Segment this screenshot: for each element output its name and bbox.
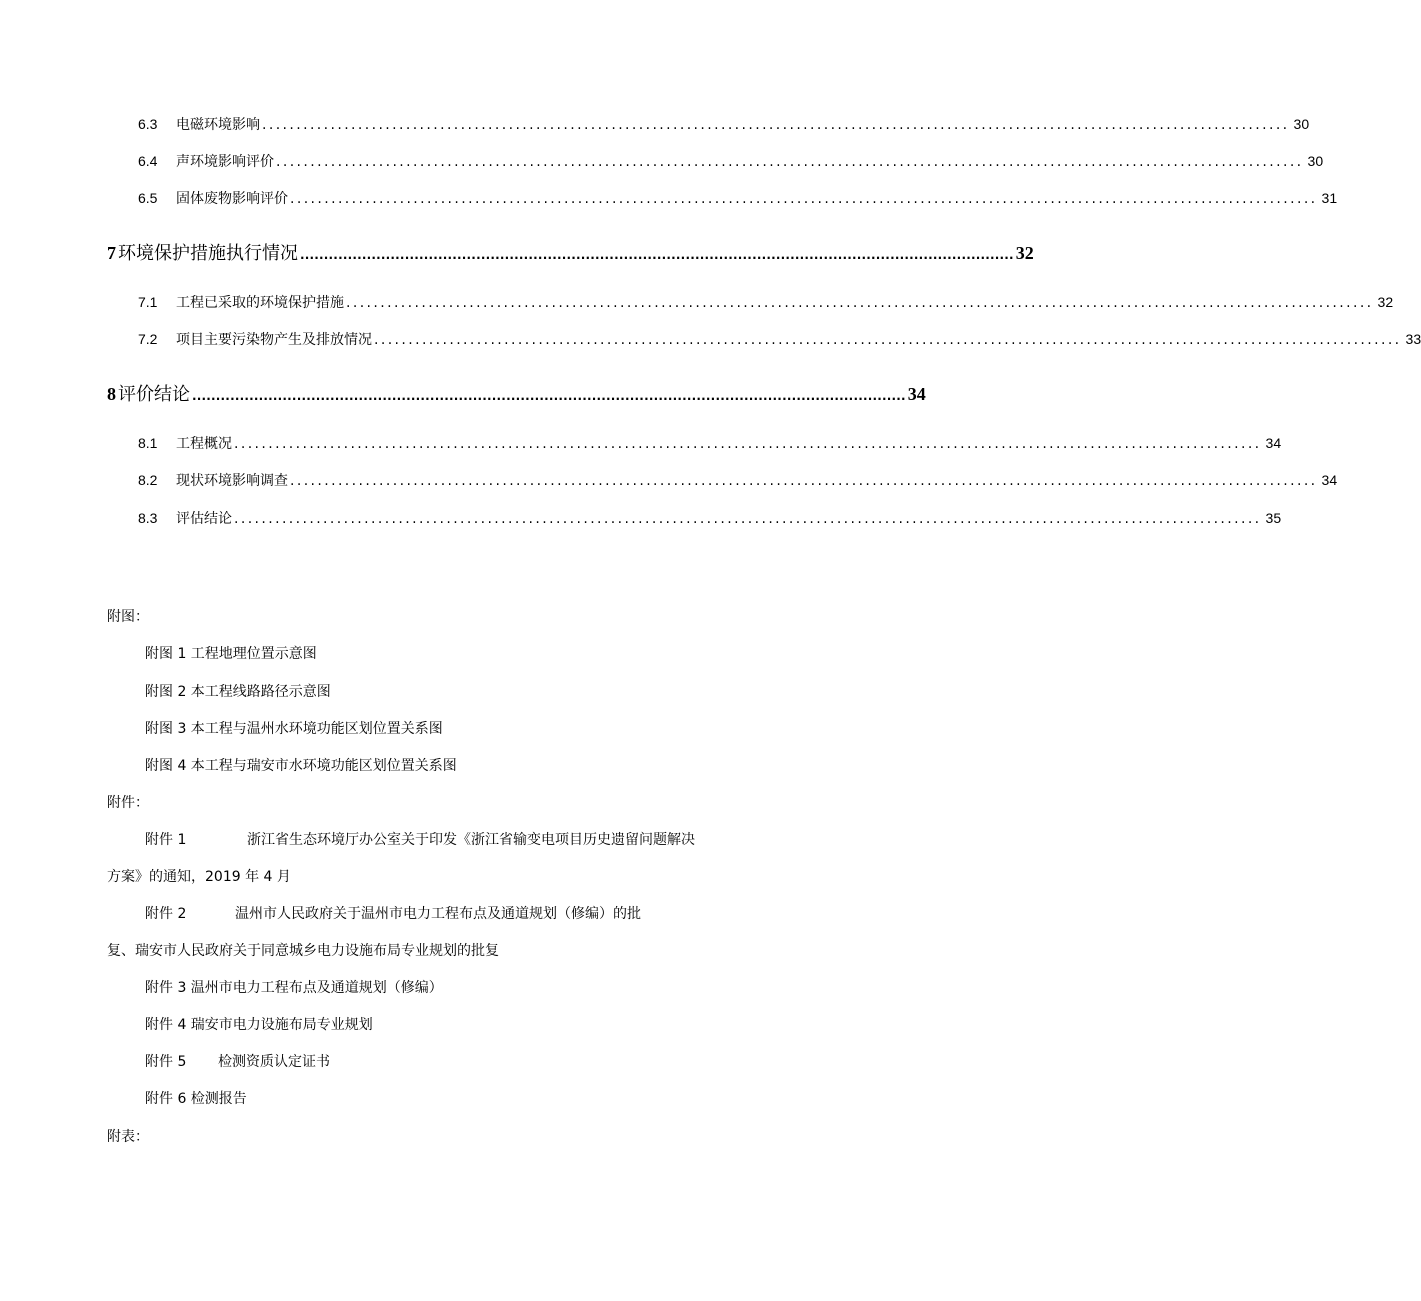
attachment-5-label: 附件 5 [145,1054,187,1070]
tables-heading: 附表： [107,1129,149,1145]
toc-page: 30 [1293,116,1310,132]
attachment-2-label: 附件 2 [145,906,187,922]
toc-entry-7-1[interactable] [138,292,1394,312]
figures-heading: 附图： [107,609,149,625]
toc-title: 评估结论 [176,511,232,527]
attachment-2-text: 温州市人民政府关于温州市电力工程布点及通道规划（修编）的批 [235,906,641,922]
toc-page: 34 [1265,435,1282,451]
toc-number: 8.2 [138,472,158,488]
toc-number: 6.5 [138,190,158,206]
toc-page: 32 [1015,243,1034,263]
toc-leader: ...................................................................................................................................................... [262,117,1290,133]
toc-page: 34 [1321,472,1338,488]
toc-number: 6.4 [138,153,158,169]
toc-number: 7 [107,243,116,263]
attachment-1-text: 浙江省生态环境厅办公室关于印发《浙江省输变电项目历史遗留问题解决 [247,832,695,848]
toc-title: 工程概况 [176,436,232,452]
toc-title: 固体废物影响评价 [176,191,288,207]
figure-item-3: 附图 3 本工程与温州水环境功能区划位置关系图 [145,721,443,737]
toc-number: 7.1 [138,294,158,310]
attachment-1-label: 附件 1 [145,832,187,848]
toc-number: 7.2 [138,331,158,347]
toc-page: 35 [1265,510,1282,526]
toc-number: 8.1 [138,435,158,451]
toc-chapter-8[interactable] [107,380,926,406]
toc-entry-8-3[interactable] [138,508,1282,528]
toc-title: 现状环境影响调查 [176,473,288,489]
toc-leader: ...................................................................................................................................................... [192,389,906,403]
toc-page: 30 [1307,153,1324,169]
toc-chapter-7[interactable] [107,239,1034,265]
toc-title: 电磁环境影响 [176,117,260,133]
toc-leader: ...................................................................................................................................................... [346,295,1374,311]
toc-number: 8.3 [138,510,158,526]
toc-number: 6.3 [138,116,158,132]
toc-entry-6-5[interactable] [138,188,1338,208]
figure-item-4: 附图 4 本工程与瑞安市水环境功能区划位置关系图 [145,758,457,774]
toc-title: 项目主要污染物产生及排放情况 [176,332,372,348]
toc-leader: ...................................................................................................................................................... [234,511,1262,527]
toc-entry-6-4[interactable] [138,151,1324,171]
toc-title: 声环境影响评价 [176,154,274,170]
toc-title: 环境保护措施执行情况 [118,243,298,264]
toc-leader: ...................................................................................................................................................... [290,473,1318,489]
attachment-6: 附件 6 检测报告 [145,1091,247,1107]
attachment-2-text-cont: 复、瑞安市人民政府关于同意城乡电力设施布局专业规划的批复 [107,943,499,959]
toc-entry-8-1[interactable] [138,433,1282,453]
figure-item-1: 附图 1 工程地理位置示意图 [145,646,317,662]
toc-entry-7-2[interactable] [138,329,1421,349]
attachment-3: 附件 3 温州市电力工程布点及通道规划（修编） [145,980,443,996]
toc-title: 工程已采取的环境保护措施 [176,295,344,311]
toc-entry-6-3[interactable] [138,114,1310,134]
attachment-4: 附件 4 瑞安市电力设施布局专业规划 [145,1017,373,1033]
toc-page: 33 [1405,331,1421,347]
toc-number: 8 [107,384,116,404]
toc-page: 34 [907,384,926,404]
toc-entry-8-2[interactable] [138,470,1338,490]
toc-leader: ...................................................................................................................................................... [300,248,1014,262]
toc-leader: ...................................................................................................................................................... [374,332,1402,348]
toc-leader: ...................................................................................................................................................... [234,436,1262,452]
toc-leader: ...................................................................................................................................................... [276,154,1304,170]
figure-item-2: 附图 2 本工程线路路径示意图 [145,684,331,700]
attachment-1-text-cont: 方案》的通知，2019 年 4 月 [107,869,291,885]
toc-leader: ...................................................................................................................................................... [290,191,1318,207]
attachment-5-text: 检测资质认定证书 [218,1054,330,1070]
toc-page: 31 [1321,190,1338,206]
attachments-heading: 附件： [107,795,149,811]
toc-page: 32 [1377,294,1394,310]
toc-title: 评价结论 [118,384,190,405]
